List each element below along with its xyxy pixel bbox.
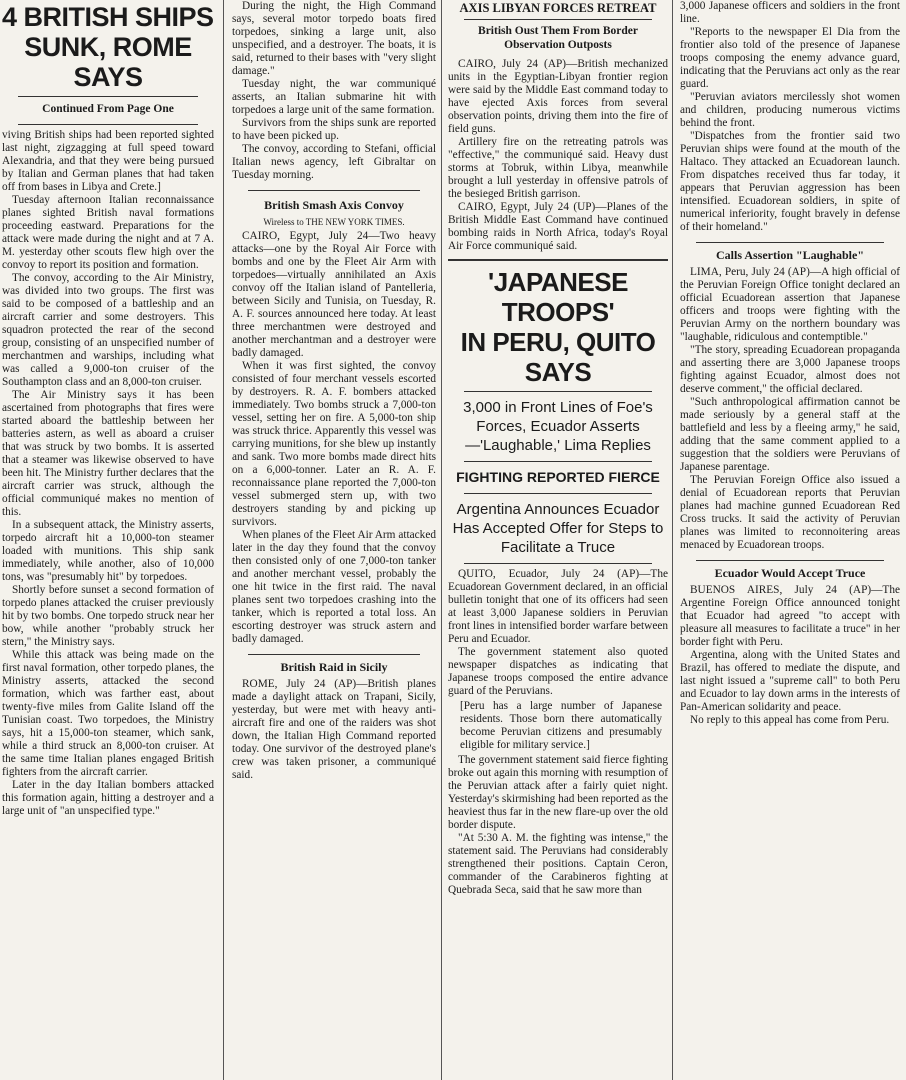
divider (248, 190, 420, 191)
deck-front-lines: 3,000 in Front Lines of Foe's Forces, Ecuador Asserts—'Laughable,' Lima Replies (463, 399, 653, 454)
article-paragraph: During the night, the High Command says, several motor torpedo boats fired torpedoes, sinking a large unit, also unspecified, and a destroyer. The boats, it is said, returned to their bases with "very slight damage." (232, 0, 436, 77)
headline-line-2: SUNK, ROME SAYS (24, 32, 192, 92)
wire-credit: Wireless to THE NEW YORK TIMES. (263, 217, 405, 227)
article-paragraph: CAIRO, Egypt, July 24 (UP)—Planes of the British Middle East Command have continued bombing raids in North Africa, today's Royal Air Force communiqué said. (448, 201, 668, 252)
divider (464, 563, 652, 564)
article-paragraph: "Dispatches from the frontier said two Peruvian ships were found at the mouth of the Haltaco. They attacked an Ecuadorean launch. From dispatches received thus far today, it appears that Peruvian aggression has been intensified. Ecuadorean soldiers, in spite of numerical inferiority, fought bravely in defense of their homeland." (680, 130, 900, 233)
divider (464, 391, 652, 392)
article-paragraph: "Peruvian aviators mercilessly shot women and children, producing numerous victims behind the front. (680, 91, 900, 129)
divider (464, 461, 652, 462)
article-paragraph: CAIRO, Egypt, July 24—Two heavy attacks—one by the Royal Air Force with bombs and one by the Fleet Air Arm with torpedoes—virtually annihilated an Axis convoy off the Italian island of Pantelleria, between Sicily and Tunisia, on Tuesday, R. A. F. sources announced here today. At least three merchantmen were destroyed and another merchantman and a destroyer were badly damaged. (232, 230, 436, 359)
continued-label: Continued From Page One (42, 103, 174, 115)
article-paragraph: LIMA, Peru, July 24 (AP)—A high official of the Peruvian Foreign Office tonight declared an official Ecuadorean assertion that Japanese officers and troops were fighting with the Peruvian Army on the northern boundary was "laughable, ridiculous and contemptible." (680, 266, 900, 343)
divider (18, 96, 198, 97)
article-paragraph: Argentina, along with the United States and Brazil, has offered to mediate the dispute, and last night issued a "supreme call" to both Peru and Ecuador to lay down arms in the interests of Pan-American solidarity and peace. (680, 649, 900, 713)
divider (448, 259, 668, 261)
headline-axis: AXIS LIBYAN FORCES RETREAT (459, 1, 657, 15)
article-paragraph: viving British ships had been reported sighted last night, zigzagging at full speed toward Alexandria, and that they were being pursued by Italian and German planes that had taken off from bases in Libya and Crete.] (2, 129, 214, 193)
article-paragraph: The convoy, according to the Air Ministry, was divided into two groups. The first was said to be composed of a battleship and an aircraft carrier and some destroyers. This squadron protected the rear of the second group, consisting of an unspecified number of merchantmen and warships, including what was called a 9,000-ton cruiser of the Southampton class and an 8,000-ton cruiser. (2, 272, 214, 388)
subhead-truce: Ecuador Would Accept Truce (714, 566, 866, 580)
subhead-laughable: Calls Assertion "Laughable" (715, 248, 864, 262)
divider (696, 242, 884, 243)
subhead-axis: British Oust Them From Border Observation Outposts (478, 25, 638, 51)
article-paragraph: ROME, July 24 (AP)—British planes made a daylight attack on Trapani, Sicily, yesterday, but were met with heavy anti-aircraft fire and one of the raiders was shot down, the Italian High Command reported today. One survivor of the destroyed plane's crew was taken prisoner, a communiqué said. (232, 678, 436, 781)
article-paragraph: Later in the day Italian bombers attacked this formation again, hitting a destroyer and a large unit of "an unspecified type." (2, 779, 214, 817)
article-paragraph: The Peruvian Foreign Office also issued a denial of Ecuadorean reports that Peruvian planes had machine gunned Ecuadorean Red Cross trucks. It said the activity of Peruvian planes was limited to reconnoitering areas menaced by Ecuadorean troops. (680, 474, 900, 551)
headline-peru-line-2: IN PERU, QUITO SAYS (460, 327, 656, 387)
article-paragraph: Shortly before sunset a second formation of torpedo planes attacked the cruiser previously hit by two bombs. One torpedo struck near her bow, while another "probably struck her stern," the Ministry says. (2, 584, 214, 648)
article-paragraph: Tuesday afternoon Italian reconnaissance planes sighted British naval formations proceeding eastward. Preparations for the attack were made during the night and at 7 A. M. yesterday other scouts flew high over the convoy to report its position and formation. (2, 194, 214, 271)
deck-fighting-fierce: FIGHTING REPORTED FIERCE (456, 469, 660, 485)
column-4 (674, 0, 906, 1080)
bracket-note: [Peru has a large number of Japanese residents. Those born there automatically become Peruvian citizens and presumably eligible for military service.] (460, 700, 662, 751)
article-paragraph: The Air Ministry says it has been ascertained from photographs that fires were started aboard the battleship between her batteries astern, as well as aboard a cruiser that was struck by two bombs. It is asserted that a steamer was likewise observed to have been hit. The Ministry further declares that the aircraft carrier was struck, although the official communiqué makes no mention of this. (2, 389, 214, 518)
article-paragraph: "Such anthropological affirmation cannot be made seriously by a general staff at the battlefield and less by a fleeing army," he said, adding that the same comment applied to a suggestion that the soldiers were Peruvians of Japanese parentage. (680, 396, 900, 473)
headline-line-1: 4 BRITISH SHIPS (2, 2, 214, 32)
article-paragraph: The convoy, according to Stefani, official Italian news agency, left Gibraltar on Tuesday morning. (232, 143, 436, 181)
article-paragraph: The government statement said fierce fighting broke out again this morning with resumption of the Peruvian attack after a fairly quiet night. Yesterday's skirmishing had been reported as the heaviest thus far in the new flare-up over the old border dispute. (448, 754, 668, 831)
headline-peru-line-1: 'JAPANESE TROOPS' (488, 267, 628, 327)
column-1 (0, 0, 220, 1080)
article-paragraph: When it was first sighted, the convoy consisted of four merchant vessels escorted by destroyers. R. A. F. bombers attacked immediately. Two bombs struck a 7,000-ton vessel, setting her on fire. A 5,000-ton ship was struck thrice. Apparently this vessel was carrying munitions, for she blew up instantly and sank. Two more bombs made direct hits on a 6,000-tonner. Later an R. A. F. reconnaissance plane reported the 7,000-ton vessel submerged stern up, with two destroyers standing by and picking up survivors. (232, 360, 436, 528)
column-rule (672, 0, 673, 1080)
subhead-convoy: British Smash Axis Convoy (264, 198, 404, 212)
divider (464, 19, 652, 20)
article-paragraph: Artillery fire on the retreating patrols was "effective," the communiqué said. Heavy dust storms at Tobruk, within Libya, meanwhile brought a lull yesterday in offensive patrols of the besieged British garrison. (448, 136, 668, 200)
article-paragraph: Tuesday night, the war communiqué asserts, an Italian submarine hit with torpedoes a large unit of the same formation. (232, 78, 436, 116)
divider (18, 124, 198, 125)
article-paragraph: In a subsequent attack, the Ministry asserts, torpedo aircraft hit a 10,000-ton steamer loaded with munitions. This ship sank immediately, while another, also of 10,000 tons, was "presumably hit" by torpedoes. (2, 519, 214, 583)
article-paragraph: 3,000 Japanese officers and soldiers in the front line. (680, 0, 900, 25)
article-paragraph: Survivors from the ships sunk are reported to have been picked up. (232, 117, 436, 142)
article-paragraph: No reply to this appeal has come from Peru. (690, 714, 890, 726)
article-paragraph: "Reports to the newspaper El Dia from the frontier also told of the presence of Japanese troops composing the enemy advance guard, indicating that the Peruvians act only as the rear guard. (680, 26, 900, 90)
deck-argentina: Argentina Announces Ecuador Has Accepted Offer for Steps to Facilitate a Truce (452, 501, 664, 556)
article-paragraph: The government statement also quoted newspaper dispatches as indicating that Japanese troops composed the entire advance guard of the Peruvians. (448, 646, 668, 697)
column-3 (444, 0, 672, 1080)
divider (248, 654, 420, 655)
article-paragraph: CAIRO, July 24 (AP)—British mechanized units in the Egyptian-Libyan frontier region were said by the Middle East command today to have ejected Axis forces from several observation points, driving them into the fire of field guns. (448, 58, 668, 135)
column-2 (226, 0, 440, 1080)
article-paragraph: BUENOS AIRES, July 24 (AP)—The Argentine Foreign Office announced tonight that Ecuador had agreed "to accept with pleasure all measures to facilitate a truce" in her border fight with Peru. (680, 584, 900, 648)
divider (464, 493, 652, 494)
article-paragraph: "At 5:30 A. M. the fighting was intense," the statement said. The Peruvians had considerably strengthened their positions. Captain Ceron, commander of the Carabineros fighting at Quebrada Seca, said that he saw more than (448, 832, 668, 896)
article-paragraph: When planes of the Fleet Air Arm attacked later in the day they found that the convoy then consisted only of one 7,000-ton tanker and another merchant vessel, probably the one hit twice in the first raid. The naval planes sent two torpedoes crashing into the tanker, which is reported a total loss. An escorting destroyer was struck astern and badly damaged. (232, 529, 436, 645)
article-paragraph: "The story, spreading Ecuadorean propaganda and asserting there are 3,000 Japanese troops fighting against Ecuador, almost does not deserve comment," the official declared. (680, 344, 900, 395)
subhead-sicily: British Raid in Sicily (280, 660, 388, 674)
article-paragraph: QUITO, Ecuador, July 24 (AP)—The Ecuadorean Government declared, in an official bulletin tonight that one of its officers had seen at least 3,000 Japanese soldiers in Peruvian front lines in intensified border warfare between Peru and Ecuador. (448, 568, 668, 645)
column-rule (441, 0, 442, 1080)
column-rule (223, 0, 224, 1080)
article-paragraph: While this attack was being made on the first naval formation, other torpedo planes, the Ministry asserts, attacked the second formation, which was farther east, about twenty-five miles from Galite Island off the Tunisian coast. Two torpedoes, the Ministry says, hit a 15,000-ton steamer, which sank, while a third struck an 8,000-ton cruiser. At the same time Italian planes engaged British fighters from the aircraft carrier. (2, 649, 214, 778)
divider (696, 560, 884, 561)
